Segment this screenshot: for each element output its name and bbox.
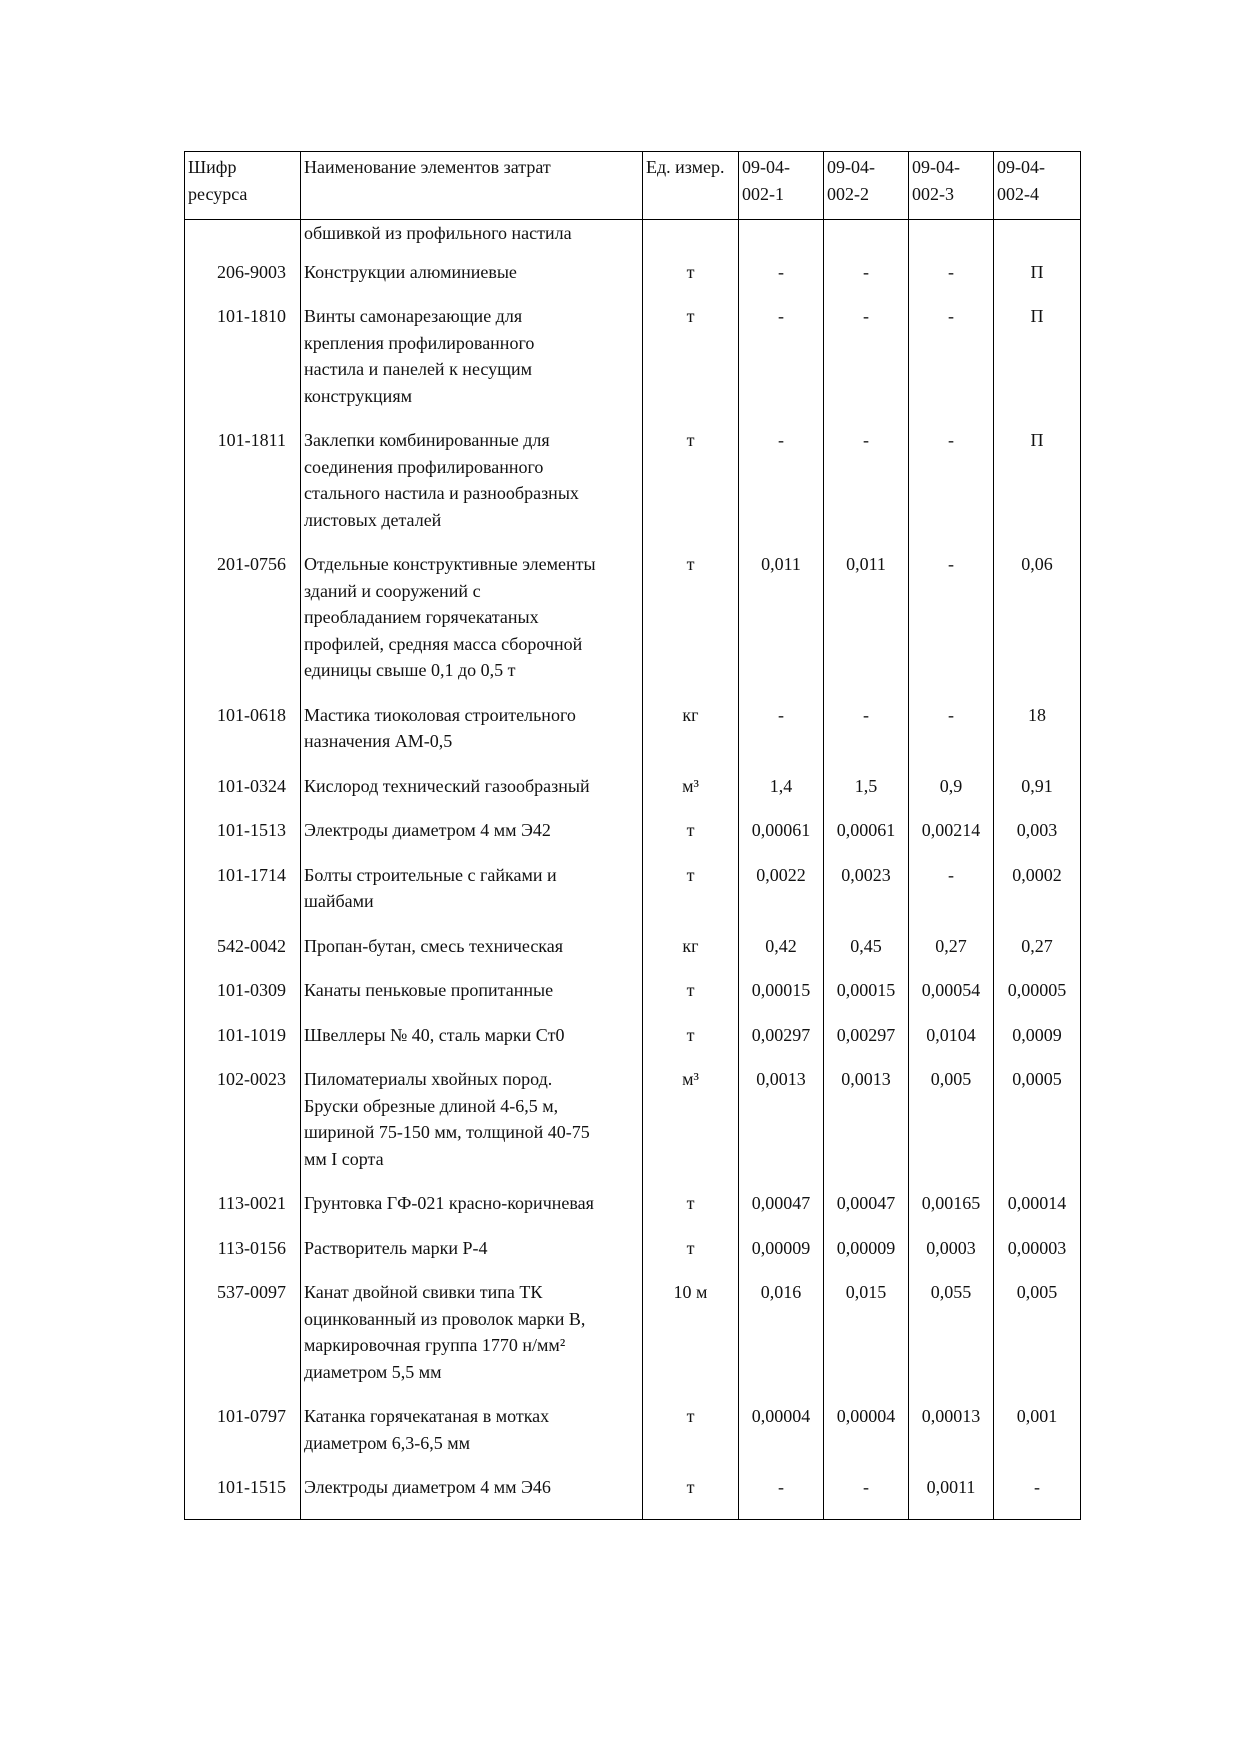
header-col1: 09-04-002-1 (739, 152, 824, 220)
resource-name: Кислород технический газообразный (301, 773, 643, 818)
value-002-4: - (994, 1474, 1081, 1519)
header-unit: Ед. измер. (643, 152, 739, 220)
value-002-2: 0,00004 (824, 1403, 909, 1474)
resource-code: 101-1515 (185, 1474, 301, 1519)
resource-code: 113-0156 (185, 1235, 301, 1280)
value-002-3: 0,055 (909, 1279, 994, 1403)
table-row (185, 1474, 1081, 1519)
value-002-1: 0,0022 (739, 862, 824, 933)
unit: т (643, 259, 739, 304)
unit: т (643, 862, 739, 933)
value-002-2: 0,45 (824, 933, 909, 978)
resource-code: 101-0324 (185, 773, 301, 818)
value-002-3: 0,0104 (909, 1022, 994, 1067)
value-002-2: 1,5 (824, 773, 909, 818)
resource-code: 201-0756 (185, 551, 301, 702)
table-row (185, 1066, 1081, 1190)
value-002-1: 0,011 (739, 551, 824, 702)
header-name: Наименование элементов затрат (301, 152, 643, 220)
resource-name: Электроды диаметром 4 мм Э42 (301, 817, 643, 862)
table-row (185, 977, 1081, 1022)
unit: т (643, 1190, 739, 1235)
value-002-1: - (739, 1474, 824, 1519)
resource-name: Швеллеры № 40, сталь марки Ст0 (301, 1022, 643, 1067)
value-002-1: 0,0013 (739, 1066, 824, 1190)
value-002-1: - (739, 702, 824, 773)
resources-table (184, 151, 1081, 1520)
unit: кг (643, 933, 739, 978)
value-002-3: - (909, 259, 994, 304)
table-row (185, 427, 1081, 551)
table-row (185, 303, 1081, 427)
resource-code: 101-0309 (185, 977, 301, 1022)
resource-code: 101-1513 (185, 817, 301, 862)
value-002-4: 0,27 (994, 933, 1081, 978)
continuation-text: обшивкой из профильного настила (301, 220, 643, 259)
value-002-2: 0,0023 (824, 862, 909, 933)
resource-name: Винты самонарезающие для крепления профилированного настила и панелей к несущим конструкциям (301, 303, 643, 427)
resource-name: Канаты пеньковые пропитанные (301, 977, 643, 1022)
value-002-3: - (909, 862, 994, 933)
table-row (185, 1403, 1081, 1474)
unit: т (643, 303, 739, 427)
value-002-4: 0,001 (994, 1403, 1081, 1474)
resource-code: 101-1811 (185, 427, 301, 551)
continuation-row (185, 220, 1081, 259)
value-002-3: 0,27 (909, 933, 994, 978)
table-row (185, 1279, 1081, 1403)
value-002-1: 0,00047 (739, 1190, 824, 1235)
resource-code: 101-1019 (185, 1022, 301, 1067)
value-002-3: - (909, 551, 994, 702)
resource-name: Конструкции алюминиевые (301, 259, 643, 304)
value-002-4: 0,003 (994, 817, 1081, 862)
resource-code: 102-0023 (185, 1066, 301, 1190)
header-col2: 09-04-002-2 (824, 152, 909, 220)
unit: т (643, 1235, 739, 1280)
table-row (185, 933, 1081, 978)
unit: кг (643, 702, 739, 773)
table-row (185, 702, 1081, 773)
value-002-3: 0,0011 (909, 1474, 994, 1519)
value-002-3: 0,0003 (909, 1235, 994, 1280)
value-002-2: 0,00015 (824, 977, 909, 1022)
unit: м³ (643, 773, 739, 818)
resource-name: Мастика тиоколовая строительного назначения АМ-0,5 (301, 702, 643, 773)
value-002-2: 0,011 (824, 551, 909, 702)
value-002-2: - (824, 259, 909, 304)
unit: т (643, 977, 739, 1022)
table-row (185, 773, 1081, 818)
resource-name: Заклепки комбинированные для соединения профилированного стального настила и разнообразных листовых деталей (301, 427, 643, 551)
value-002-4: П (994, 427, 1081, 551)
unit: т (643, 427, 739, 551)
resource-code: 101-1810 (185, 303, 301, 427)
resource-code: 101-0618 (185, 702, 301, 773)
value-002-4: 0,91 (994, 773, 1081, 818)
value-002-4: 0,0002 (994, 862, 1081, 933)
unit: т (643, 817, 739, 862)
value-002-2: - (824, 1474, 909, 1519)
value-002-3: 0,9 (909, 773, 994, 818)
table-row (185, 1235, 1081, 1280)
value-002-3: 0,00214 (909, 817, 994, 862)
table-row (185, 259, 1081, 304)
value-002-2: 0,00047 (824, 1190, 909, 1235)
value-002-2: 0,00297 (824, 1022, 909, 1067)
resource-name: Электроды диаметром 4 мм Э46 (301, 1474, 643, 1519)
resource-name: Канат двойной свивки типа ТК оцинкованный из проволок марки В, маркировочная группа 1770 н/мм² диаметром 5,5 мм (301, 1279, 643, 1403)
value-002-4: 0,00003 (994, 1235, 1081, 1280)
value-002-4: 0,00005 (994, 977, 1081, 1022)
value-002-2: 0,015 (824, 1279, 909, 1403)
value-002-4: 0,0009 (994, 1022, 1081, 1067)
value-002-1: - (739, 427, 824, 551)
value-002-4: 0,0005 (994, 1066, 1081, 1190)
unit: т (643, 1403, 739, 1474)
header-col4: 09-04-002-4 (994, 152, 1081, 220)
resource-name: Пропан-бутан, смесь техническая (301, 933, 643, 978)
value-002-1: 0,42 (739, 933, 824, 978)
value-002-2: 0,00061 (824, 817, 909, 862)
resource-name: Грунтовка ГФ-021 красно-коричневая (301, 1190, 643, 1235)
value-002-1: 0,00009 (739, 1235, 824, 1280)
value-002-1: 0,00297 (739, 1022, 824, 1067)
value-002-1: 0,00015 (739, 977, 824, 1022)
resource-code: 101-1714 (185, 862, 301, 933)
value-002-3: - (909, 702, 994, 773)
resource-code: 542-0042 (185, 933, 301, 978)
value-002-1: 1,4 (739, 773, 824, 818)
value-002-2: 0,00009 (824, 1235, 909, 1280)
value-002-4: 0,005 (994, 1279, 1081, 1403)
value-002-4: П (994, 303, 1081, 427)
table-row (185, 1190, 1081, 1235)
resource-code: 113-0021 (185, 1190, 301, 1235)
resource-name: Катанка горячекатаная в мотках диаметром 6,3-6,5 мм (301, 1403, 643, 1474)
resource-code: 537-0097 (185, 1279, 301, 1403)
value-002-1: 0,00004 (739, 1403, 824, 1474)
table-row (185, 1022, 1081, 1067)
value-002-1: - (739, 303, 824, 427)
value-002-4: 18 (994, 702, 1081, 773)
unit: т (643, 1022, 739, 1067)
unit: т (643, 1474, 739, 1519)
table-row (185, 862, 1081, 933)
value-002-1: - (739, 259, 824, 304)
header-col3: 09-04-002-3 (909, 152, 994, 220)
resource-name: Отдельные конструктивные элементы зданий и сооружений с преобладанием горячекатаных профилей, средняя масса сборочной единицы свыше 0,1 до 0,5 т (301, 551, 643, 702)
value-002-4: П (994, 259, 1081, 304)
table-row (185, 551, 1081, 702)
unit: 10 м (643, 1279, 739, 1403)
value-002-3: 0,00054 (909, 977, 994, 1022)
value-002-3: - (909, 427, 994, 551)
resource-name: Растворитель марки Р-4 (301, 1235, 643, 1280)
table-header-row (185, 152, 1081, 220)
header-code: Шифр ресурса (185, 152, 301, 220)
value-002-3: 0,00165 (909, 1190, 994, 1235)
value-002-3: 0,005 (909, 1066, 994, 1190)
resource-code: 206-9003 (185, 259, 301, 304)
value-002-1: 0,00061 (739, 817, 824, 862)
value-002-4: 0,00014 (994, 1190, 1081, 1235)
value-002-2: - (824, 303, 909, 427)
unit: м³ (643, 1066, 739, 1190)
value-002-2: 0,0013 (824, 1066, 909, 1190)
value-002-3: - (909, 303, 994, 427)
resource-name: Болты строительные с гайками и шайбами (301, 862, 643, 933)
resource-name: Пиломатериалы хвойных пород. Бруски обрезные длиной 4-6,5 м, шириной 75-150 мм, толщиной 40-75 мм I сорта (301, 1066, 643, 1190)
value-002-2: - (824, 702, 909, 773)
resource-code: 101-0797 (185, 1403, 301, 1474)
value-002-1: 0,016 (739, 1279, 824, 1403)
unit: т (643, 551, 739, 702)
value-002-4: 0,06 (994, 551, 1081, 702)
value-002-3: 0,00013 (909, 1403, 994, 1474)
table-row (185, 817, 1081, 862)
value-002-2: - (824, 427, 909, 551)
